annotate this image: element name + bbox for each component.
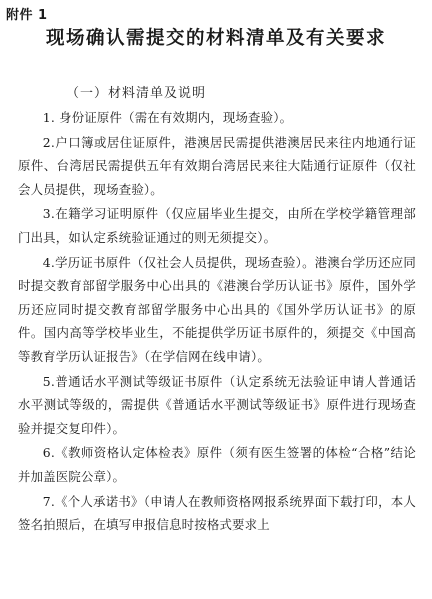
section-heading: （一）材料清单及说明 xyxy=(66,86,207,101)
list-item-id-card: 1. 身份证原件（需在有效期内，现场查验）。 xyxy=(42,110,293,125)
document-title: 现场确认需提交的材料清单及有关要求 xyxy=(45,28,386,49)
list-item-personal-pledge: 7.《个人承诺书》（申请人在教师资格网报系统界面下载打印，本人签名拍照后，在填写申报信息时按格式要求上 xyxy=(18,493,416,533)
list-item-health-form: 6.《教师资格认定体检表》原件（须有医生签署的体检“合格”结论并加盖医院公章）。 xyxy=(18,445,416,484)
list-item-enrollment-proof: 3.在籍学习证明原件（仅应届毕业生提交，由所在学校学籍管理部门出具，如认定系统验证通过的则无须提交）。 xyxy=(18,206,416,245)
attachment-label: 附件 1 xyxy=(6,8,48,23)
materials-list xyxy=(18,106,416,538)
list-item-household-register: 2.户口簿或居住证原件，港澳居民需提供港澳居民来往内地通行证原件、台湾居民需提供五年有效期台湾居民来往大陆通行证原件（仅社会人员提供，现场查验）。 xyxy=(18,134,416,197)
list-item-mandarin-certificate: 5.普通话水平测试等级证书原件（认定系统无法验证申请人普通话水平测试等级的，需提供《普通话水平测试等级证书》原件进行现场查验并提交复印件）。 xyxy=(18,373,416,436)
list-item-diploma: 4.学历证书原件（仅社会人员提供，现场查验）。港澳台学历还应同时提交教育部留学服务中心出具的《港澳台学历认证书》原件，国外学历还应同时提交教育部留学服务中心出具的《国外学历认证书》的原件。国内高等学校毕业生，不能提供学历证书原件的，须提交《中国高等教育学历认证报告》（在学信网在线申请）。 xyxy=(18,254,416,364)
